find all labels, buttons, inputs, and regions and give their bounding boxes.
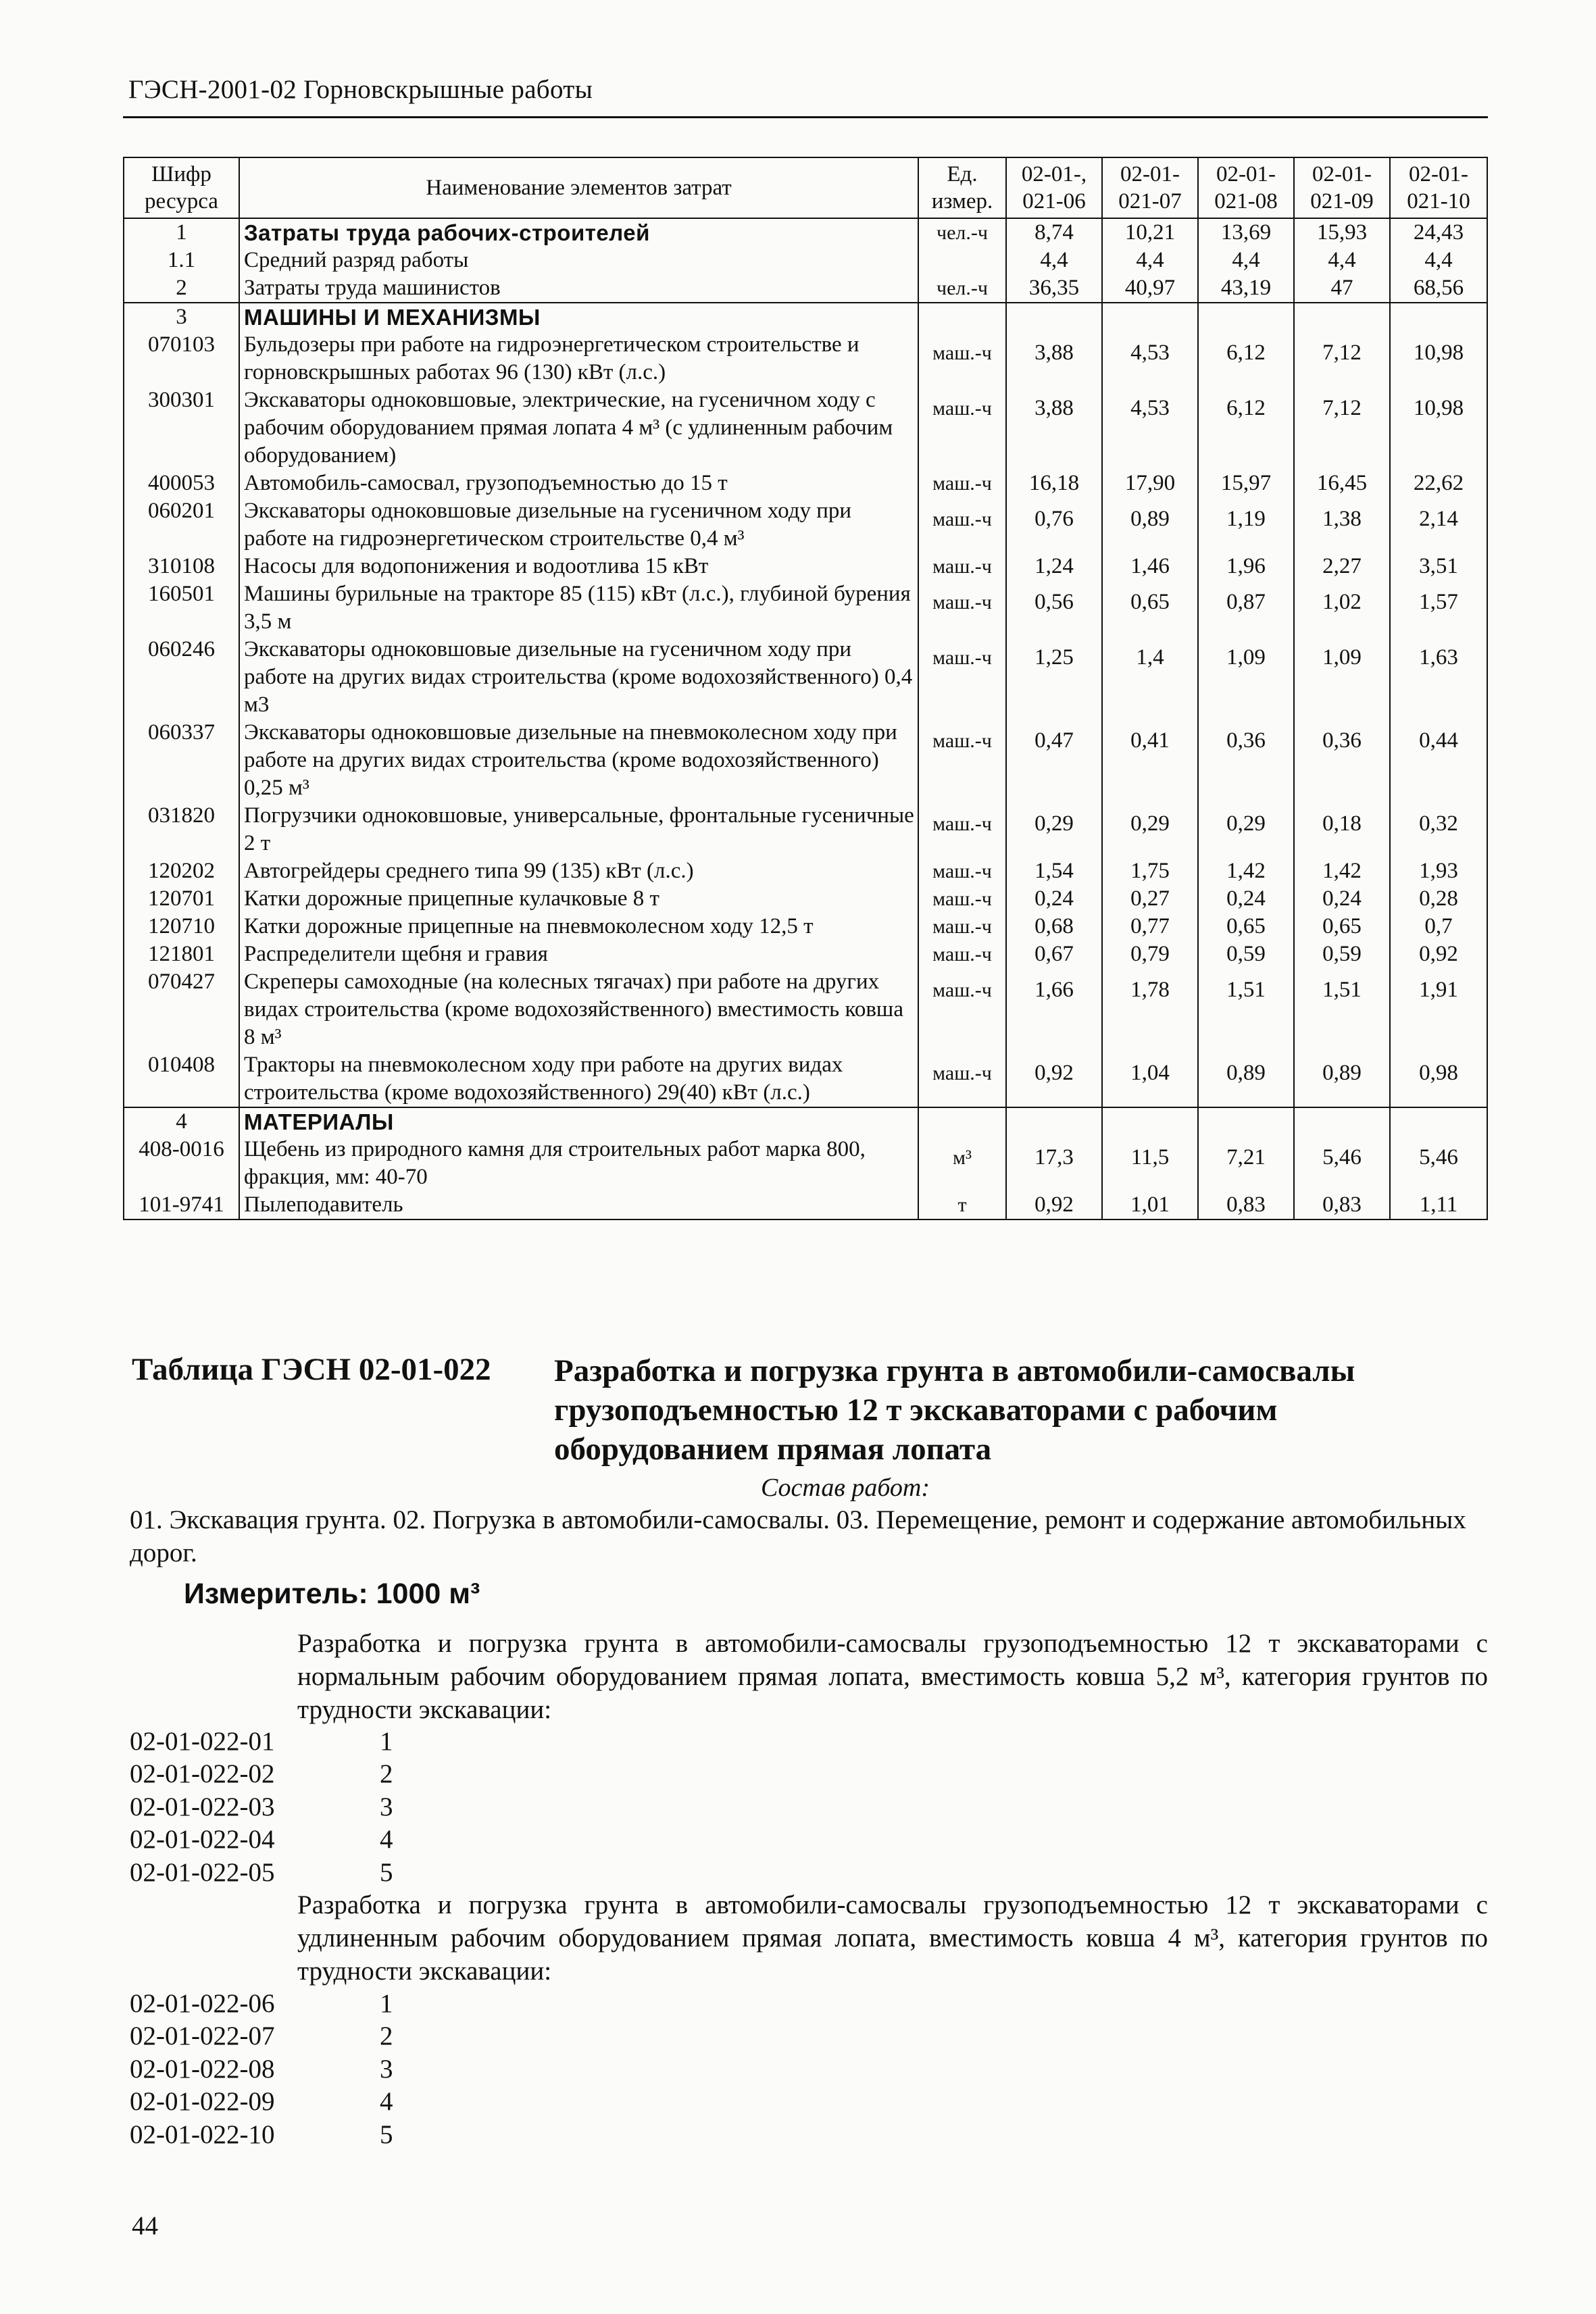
- table-row: [124, 636, 1487, 719]
- list-item: [130, 1791, 393, 1823]
- header-col-5: 02-01- 021-10: [1390, 157, 1487, 218]
- value-col-1: 1,25: [1006, 636, 1102, 719]
- resource-code: 060201: [124, 497, 239, 553]
- resource-code: 300301: [124, 386, 239, 470]
- value-col-3: 1,19: [1198, 497, 1294, 553]
- group-description-1: Разработка и погрузка грунта в автомобили-самосвалы грузоподъемностью 12 т экскаваторами с нормальным рабочим оборудованием прямая лопата, вместимость ковша 5,2 м³, категория грунтов по трудности экскавации:: [297, 1629, 1488, 1724]
- table-row: [124, 885, 1487, 913]
- value-col-1: 1,54: [1006, 857, 1102, 885]
- resource-code: 400053: [124, 470, 239, 497]
- value-col-5: [1390, 1107, 1487, 1136]
- resource-code: 2: [124, 274, 239, 303]
- table-row: [124, 274, 1487, 303]
- list-item: [130, 1823, 393, 1856]
- value-col-5: 5,46: [1390, 1136, 1487, 1191]
- resource-name: Тракторы на пневмоколесном ходу при работе на других видах строительства (кроме водохозяйственного) 29(40) кВт (л.с.): [239, 1051, 918, 1107]
- value-col-1: 1,24: [1006, 553, 1102, 580]
- value-col-4: 0,83: [1294, 1191, 1390, 1219]
- list-item: [130, 2119, 393, 2151]
- table-row: [124, 1136, 1487, 1191]
- value-col-3: 0,83: [1198, 1191, 1294, 1219]
- norm-code: 02-01-022-04: [130, 1825, 275, 1855]
- list-item: [130, 1726, 393, 1758]
- resource-name: Затраты труда рабочих-строителей: [239, 218, 918, 247]
- resource-unit: маш.-ч: [918, 968, 1006, 1051]
- value-col-1: [1006, 1107, 1102, 1136]
- resource-name: Скреперы самоходные (на колесных тягачах) при работе на других видах строительства (кроме водохозяйственного) вместимость ковша 8 м³: [239, 968, 918, 1051]
- header-name: Наименование элементов затрат: [239, 157, 918, 218]
- value-col-5: 1,63: [1390, 636, 1487, 719]
- resource-unit: маш.-ч: [918, 1051, 1006, 1107]
- resource-code: 101-9741: [124, 1191, 239, 1219]
- soil-category: 4: [380, 2087, 393, 2117]
- norm-code: 02-01-022-05: [130, 1857, 275, 1887]
- value-col-1: 0,68: [1006, 913, 1102, 940]
- composition-text: 01. Экскавация грунта. 02. Погрузка в автомобили-самосвалы. 03. Перемещение, ремонт и содержание автомобильных дорог.: [130, 1505, 1466, 1567]
- value-col-2: 0,65: [1102, 580, 1198, 636]
- value-col-4: 1,51: [1294, 968, 1390, 1051]
- resource-code: 4: [124, 1107, 239, 1136]
- resource-unit: маш.-ч: [918, 386, 1006, 470]
- value-col-1: 3,88: [1006, 386, 1102, 470]
- resource-name: Распределители щебня и гравия: [239, 940, 918, 968]
- value-col-5: 1,93: [1390, 857, 1487, 885]
- value-col-3: 0,89: [1198, 1051, 1294, 1107]
- soil-category: 3: [380, 1792, 393, 1821]
- value-col-4: 7,12: [1294, 331, 1390, 386]
- value-col-3: [1198, 1107, 1294, 1136]
- table-title: Разработка и погрузка грунта в автомобили-самосвалы грузоподъемностью 12 т экскаваторами с рабочим оборудованием прямая лопата: [554, 1353, 1355, 1467]
- value-col-4: 16,45: [1294, 470, 1390, 497]
- resource-name: Погрузчики одноковшовые, универсальные, фронтальные гусеничные 2 т: [239, 802, 918, 857]
- value-col-3: 0,29: [1198, 802, 1294, 857]
- resource-name: Насосы для водопонижения и водоотлива 15 кВт: [239, 553, 918, 580]
- table-row: [124, 913, 1487, 940]
- value-col-1: 0,56: [1006, 580, 1102, 636]
- section-row: [124, 303, 1487, 331]
- value-col-4: 1,42: [1294, 857, 1390, 885]
- value-col-4: 47: [1294, 274, 1390, 303]
- resource-name: Экскаваторы одноковшовые дизельные на гусеничном ходу при работе на других видах строительства (кроме водохозяйственного) 0,4 м3: [239, 636, 918, 719]
- norm-code: 02-01-022-09: [130, 2087, 275, 2117]
- value-col-4: 2,27: [1294, 553, 1390, 580]
- value-col-2: 4,53: [1102, 331, 1198, 386]
- value-col-3: 0,59: [1198, 940, 1294, 968]
- value-col-2: 0,89: [1102, 497, 1198, 553]
- value-col-4: 1,09: [1294, 636, 1390, 719]
- value-col-3: 0,65: [1198, 913, 1294, 940]
- norm-code: 02-01-022-02: [130, 1759, 275, 1789]
- resource-name: Затраты труда машинистов: [239, 274, 918, 303]
- soil-category: 5: [380, 2119, 393, 2149]
- running-header: ГЭСН-2001-02 Горновскрышные работы: [128, 75, 593, 104]
- value-col-5: 2,14: [1390, 497, 1487, 553]
- value-col-4: 5,46: [1294, 1136, 1390, 1191]
- resource-name: Средний разряд работы: [239, 247, 918, 274]
- resource-unit: [918, 1107, 1006, 1136]
- resource-unit: м³: [918, 1136, 1006, 1191]
- value-col-2: 0,79: [1102, 940, 1198, 968]
- value-col-2: [1102, 303, 1198, 331]
- table-header-row: [124, 157, 1487, 218]
- norm-code: 02-01-022-07: [130, 2021, 275, 2051]
- resource-code: 120701: [124, 885, 239, 913]
- resource-unit: маш.-ч: [918, 913, 1006, 940]
- value-col-3: 0,87: [1198, 580, 1294, 636]
- table-row: [124, 247, 1487, 274]
- value-col-1: 36,35: [1006, 274, 1102, 303]
- resource-code: 060337: [124, 719, 239, 802]
- resource-code: 060246: [124, 636, 239, 719]
- resource-code: 121801: [124, 940, 239, 968]
- value-col-2: 0,77: [1102, 913, 1198, 940]
- resource-code: 1.1: [124, 247, 239, 274]
- header-rule: [123, 116, 1488, 118]
- value-col-5: 3,51: [1390, 553, 1487, 580]
- resource-code: 3: [124, 303, 239, 331]
- header-col-3: 02-01- 021-08: [1198, 157, 1294, 218]
- value-col-3: 6,12: [1198, 331, 1294, 386]
- value-col-3: 0,24: [1198, 885, 1294, 913]
- value-col-2: 0,41: [1102, 719, 1198, 802]
- value-col-4: 4,4: [1294, 247, 1390, 274]
- code-list-2: [130, 1988, 393, 2151]
- value-col-2: 17,90: [1102, 470, 1198, 497]
- value-col-1: 3,88: [1006, 331, 1102, 386]
- norm-code: 02-01-022-10: [130, 2119, 275, 2149]
- value-col-1: 0,29: [1006, 802, 1102, 857]
- value-col-5: 68,56: [1390, 274, 1487, 303]
- value-col-4: [1294, 1107, 1390, 1136]
- table-row: [124, 802, 1487, 857]
- value-col-3: 15,97: [1198, 470, 1294, 497]
- resource-code: 1: [124, 218, 239, 247]
- resource-unit: т: [918, 1191, 1006, 1219]
- value-col-2: 40,97: [1102, 274, 1198, 303]
- resource-unit: [918, 303, 1006, 331]
- value-col-1: 0,92: [1006, 1191, 1102, 1219]
- value-col-2: 0,27: [1102, 885, 1198, 913]
- value-col-1: 1,66: [1006, 968, 1102, 1051]
- value-col-1: 0,67: [1006, 940, 1102, 968]
- resource-name: Катки дорожные прицепные кулачковые 8 т: [239, 885, 918, 913]
- resource-unit: маш.-ч: [918, 857, 1006, 885]
- resource-name: МАТЕРИАЛЫ: [239, 1107, 918, 1136]
- norm-code: 02-01-022-03: [130, 1792, 275, 1821]
- list-item: [130, 1758, 393, 1790]
- resource-table-body: [124, 218, 1487, 1219]
- value-col-3: 43,19: [1198, 274, 1294, 303]
- section-row: [124, 1107, 1487, 1136]
- value-col-2: 4,53: [1102, 386, 1198, 470]
- resource-unit: маш.-ч: [918, 719, 1006, 802]
- resource-name: Экскаваторы одноковшовые дизельные на пневмоколесном ходу при работе на других видах строительства (кроме водохозяйственного) 0,25 м³: [239, 719, 918, 802]
- norm-code: 02-01-022-01: [130, 1727, 275, 1756]
- value-col-3: 1,09: [1198, 636, 1294, 719]
- value-col-4: 1,38: [1294, 497, 1390, 553]
- resource-table: [123, 157, 1488, 1220]
- value-col-2: 1,75: [1102, 857, 1198, 885]
- table-row: [124, 580, 1487, 636]
- soil-category: 2: [380, 1759, 393, 1789]
- group-description-2: Разработка и погрузка грунта в автомобили-самосвалы грузоподъемностью 12 т экскаваторами с удлиненным рабочим оборудованием прямая лопата, вместимость ковша 4 м³, категория грунтов по трудности экскавации:: [297, 1890, 1488, 1986]
- resource-code: 408-0016: [124, 1136, 239, 1191]
- value-col-2: 1,4: [1102, 636, 1198, 719]
- table-row: [124, 497, 1487, 553]
- resource-unit: маш.-ч: [918, 553, 1006, 580]
- norm-code: 02-01-022-08: [130, 2054, 275, 2084]
- value-col-4: 1,02: [1294, 580, 1390, 636]
- value-col-5: 1,91: [1390, 968, 1487, 1051]
- code-list-1: [130, 1726, 393, 1889]
- resource-unit: чел.-ч: [918, 274, 1006, 303]
- resource-unit: чел.-ч: [918, 218, 1006, 247]
- resource-unit: маш.-ч: [918, 497, 1006, 553]
- meter-label: Измеритель: 1000 м³: [184, 1578, 480, 1610]
- header-col-2: 02-01- 021-07: [1102, 157, 1198, 218]
- resource-code: 120202: [124, 857, 239, 885]
- value-col-3: 4,4: [1198, 247, 1294, 274]
- resource-code: 031820: [124, 802, 239, 857]
- value-col-3: 7,21: [1198, 1136, 1294, 1191]
- page-number: 44: [132, 2211, 158, 2240]
- value-col-5: 10,98: [1390, 331, 1487, 386]
- resource-unit: маш.-ч: [918, 940, 1006, 968]
- resource-name: МАШИНЫ И МЕХАНИЗМЫ: [239, 303, 918, 331]
- value-col-3: [1198, 303, 1294, 331]
- value-col-4: 0,24: [1294, 885, 1390, 913]
- resource-code: 120710: [124, 913, 239, 940]
- value-col-5: 0,28: [1390, 885, 1487, 913]
- resource-name: Пылеподавитель: [239, 1191, 918, 1219]
- resource-unit: маш.-ч: [918, 802, 1006, 857]
- value-col-2: 0,29: [1102, 802, 1198, 857]
- value-col-5: 24,43: [1390, 218, 1487, 247]
- list-item: [130, 2020, 393, 2053]
- table-row: [124, 553, 1487, 580]
- resource-unit: маш.-ч: [918, 885, 1006, 913]
- value-col-3: 1,51: [1198, 968, 1294, 1051]
- value-col-5: 0,92: [1390, 940, 1487, 968]
- value-col-3: 1,96: [1198, 553, 1294, 580]
- table-row: [124, 857, 1487, 885]
- value-col-4: 0,36: [1294, 719, 1390, 802]
- table-row: [124, 968, 1487, 1051]
- norm-code: 02-01-022-06: [130, 1989, 275, 2018]
- resource-code: 070427: [124, 968, 239, 1051]
- value-col-5: 1,11: [1390, 1191, 1487, 1219]
- value-col-5: 1,57: [1390, 580, 1487, 636]
- table-row: [124, 1191, 1487, 1219]
- soil-category: 4: [380, 1825, 393, 1855]
- value-col-5: 0,32: [1390, 802, 1487, 857]
- value-col-1: 17,3: [1006, 1136, 1102, 1191]
- header-code: Шифр ресурса: [124, 157, 239, 218]
- value-col-5: [1390, 303, 1487, 331]
- value-col-4: [1294, 303, 1390, 331]
- header-col-1: 02-01-, 021-06: [1006, 157, 1102, 218]
- table-row: [124, 218, 1487, 247]
- value-col-4: 0,65: [1294, 913, 1390, 940]
- soil-category: 3: [380, 2054, 393, 2084]
- table-row: [124, 719, 1487, 802]
- soil-category: 1: [380, 1989, 393, 2018]
- table-row: [124, 1051, 1487, 1107]
- value-col-2: 4,4: [1102, 247, 1198, 274]
- value-col-1: 0,24: [1006, 885, 1102, 913]
- value-col-3: 13,69: [1198, 218, 1294, 247]
- value-col-2: 11,5: [1102, 1136, 1198, 1191]
- resource-unit: [918, 247, 1006, 274]
- resource-unit: маш.-ч: [918, 636, 1006, 719]
- resource-unit: маш.-ч: [918, 580, 1006, 636]
- value-col-4: 0,18: [1294, 802, 1390, 857]
- table-row: [124, 940, 1487, 968]
- value-col-3: 6,12: [1198, 386, 1294, 470]
- resource-code: 070103: [124, 331, 239, 386]
- header-col-4: 02-01- 021-09: [1294, 157, 1390, 218]
- value-col-2: 10,21: [1102, 218, 1198, 247]
- resource-name: Автомобиль-самосвал, грузоподъемностью до 15 т: [239, 470, 918, 497]
- table-row: [124, 470, 1487, 497]
- value-col-1: 0,76: [1006, 497, 1102, 553]
- composition-label: Состав работ:: [760, 1474, 930, 1502]
- resource-name: Экскаваторы одноковшовые, электрические, на гусеничном ходу с рабочим оборудованием прямая лопата 4 м³ (с удлиненным рабочим оборудованием): [239, 386, 918, 470]
- value-col-1: 0,92: [1006, 1051, 1102, 1107]
- resource-unit: маш.-ч: [918, 331, 1006, 386]
- resource-code: 160501: [124, 580, 239, 636]
- value-col-5: 10,98: [1390, 386, 1487, 470]
- resource-name: Катки дорожные прицепные на пневмоколесном ходу 12,5 т: [239, 913, 918, 940]
- value-col-5: 4,4: [1390, 247, 1487, 274]
- resource-name: Щебень из природного камня для строительных работ марка 800, фракция, мм: 40-70: [239, 1136, 918, 1191]
- value-col-2: 1,04: [1102, 1051, 1198, 1107]
- resource-code: 010408: [124, 1051, 239, 1107]
- soil-category: 2: [380, 2021, 393, 2051]
- value-col-2: 1,78: [1102, 968, 1198, 1051]
- value-col-5: 22,62: [1390, 470, 1487, 497]
- value-col-1: 16,18: [1006, 470, 1102, 497]
- resource-name: Бульдозеры при работе на гидроэнергетическом строительстве и горновскрышных работах 96 (130) кВт (л.с.): [239, 331, 918, 386]
- value-col-4: 0,59: [1294, 940, 1390, 968]
- value-col-4: 15,93: [1294, 218, 1390, 247]
- resource-code: 310108: [124, 553, 239, 580]
- soil-category: 5: [380, 1857, 393, 1887]
- value-col-1: 8,74: [1006, 218, 1102, 247]
- resource-name: Автогрейдеры среднего типа 99 (135) кВт (л.с.): [239, 857, 918, 885]
- value-col-3: 0,36: [1198, 719, 1294, 802]
- resource-name: Экскаваторы одноковшовые дизельные на гусеничном ходу при работе на гидроэнергетическом строительстве 0,4 м³: [239, 497, 918, 553]
- list-item: [130, 1857, 393, 1889]
- value-col-1: [1006, 303, 1102, 331]
- value-col-4: 0,89: [1294, 1051, 1390, 1107]
- value-col-5: 0,7: [1390, 913, 1487, 940]
- value-col-3: 1,42: [1198, 857, 1294, 885]
- value-col-2: 1,01: [1102, 1191, 1198, 1219]
- value-col-2: [1102, 1107, 1198, 1136]
- value-col-5: 0,44: [1390, 719, 1487, 802]
- resource-name: Машины бурильные на тракторе 85 (115) кВт (л.с.), глубиной бурения 3,5 м: [239, 580, 918, 636]
- value-col-1: 4,4: [1006, 247, 1102, 274]
- table-caption: Таблица ГЭСН 02-01-022: [132, 1352, 491, 1387]
- value-col-4: 7,12: [1294, 386, 1390, 470]
- value-col-5: 0,98: [1390, 1051, 1487, 1107]
- resource-unit: маш.-ч: [918, 470, 1006, 497]
- value-col-2: 1,46: [1102, 553, 1198, 580]
- list-item: [130, 2086, 393, 2118]
- soil-category: 1: [380, 1727, 393, 1756]
- table-row: [124, 331, 1487, 386]
- list-item: [130, 2053, 393, 2086]
- value-col-1: 0,47: [1006, 719, 1102, 802]
- table-row: [124, 386, 1487, 470]
- header-unit: Ед. измер.: [918, 157, 1006, 218]
- list-item: [130, 1988, 393, 2020]
